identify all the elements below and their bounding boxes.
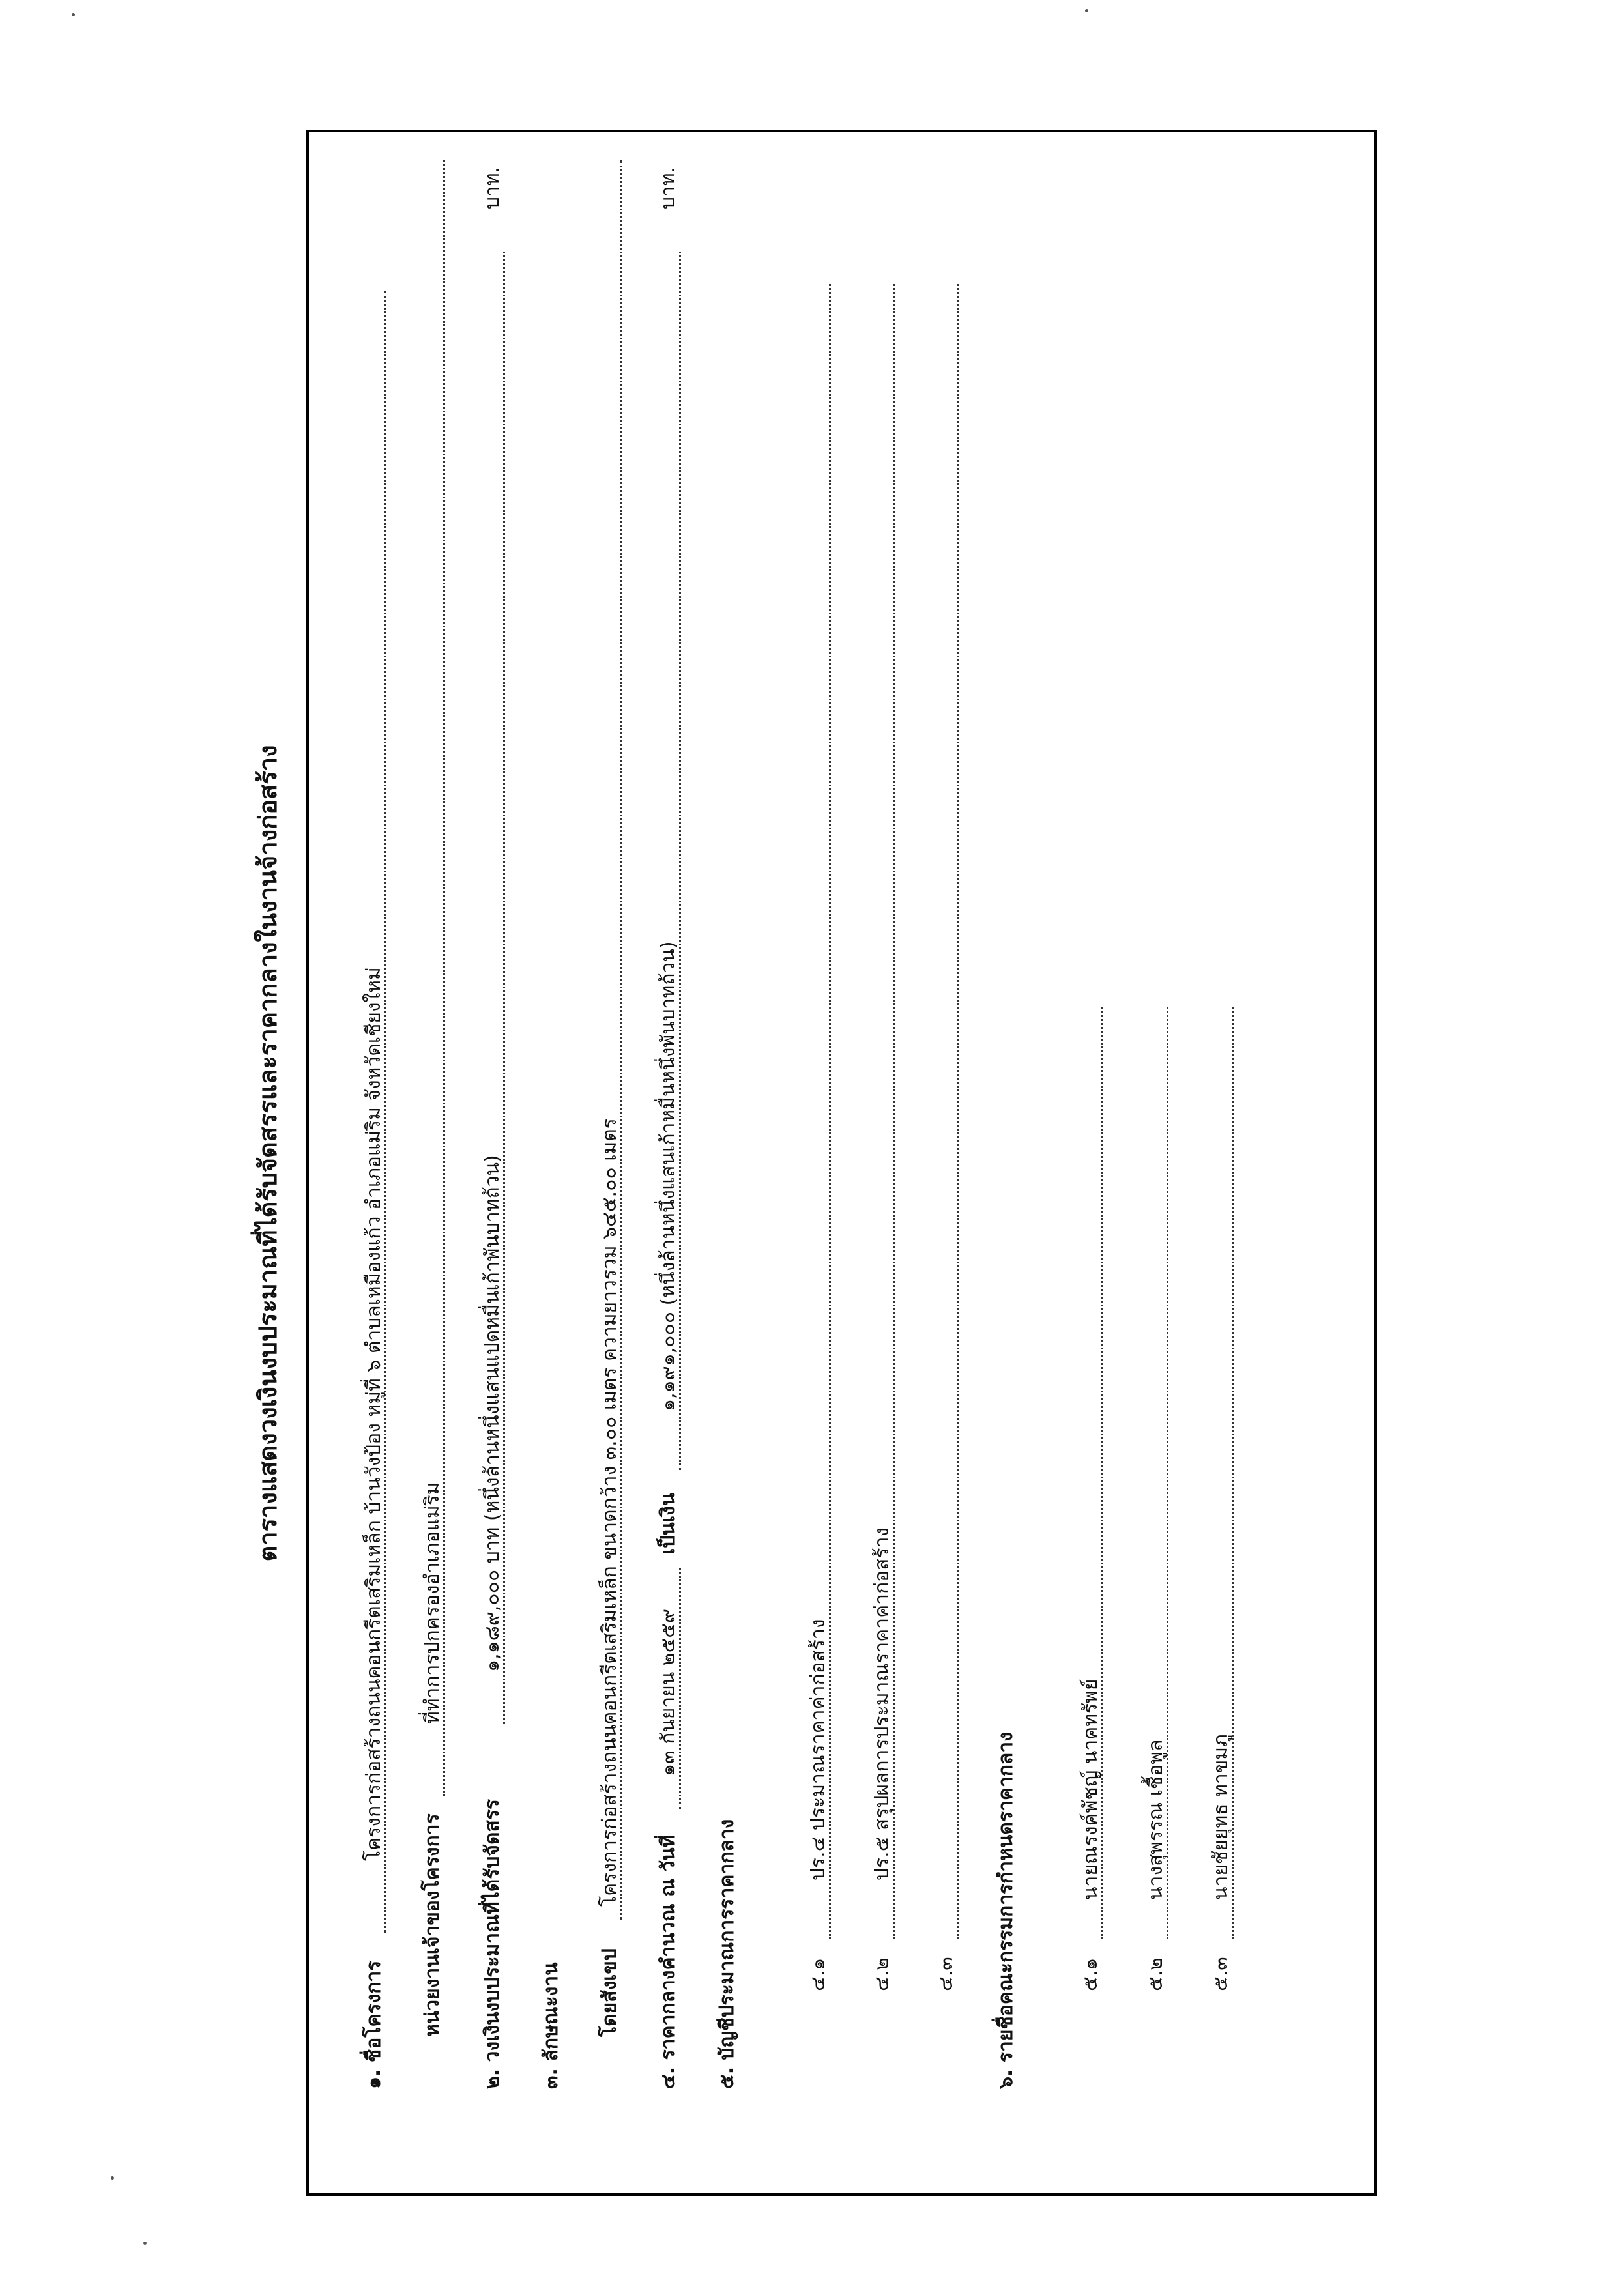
median-date: ๑๓ กันยายน ๒๕๕๙ bbox=[657, 1609, 680, 1776]
median-label: ๔. ราคากลางคำนวณ ณ วันที่ bbox=[657, 1834, 680, 2089]
bom-item-2-value: ปร.๕ สรุปผลการประมาณราคาค่าก่อสร้าง bbox=[871, 1527, 893, 1881]
committee-member-3-name: นายชัยยุทธ ทาขมภู bbox=[1210, 1734, 1232, 1900]
median-unit: บาท. bbox=[657, 166, 680, 209]
document-title: ตารางแสดงวงเงินงบประมาณที่ได้รับจัดสรรและราคากลางในงานจ้างก่อสร้าง bbox=[254, 745, 282, 1562]
scan-speck bbox=[143, 2242, 147, 2245]
form-frame bbox=[306, 130, 1377, 2196]
nature-label: ๓. ลักษณะงาน bbox=[540, 1962, 562, 2089]
scan-speck bbox=[72, 13, 75, 16]
bom-item-3-num: ๔.๓ bbox=[935, 1957, 957, 1991]
median-amount-value: ๑,๑๙๑,๐๐๐ (หนึ่งล้านหนึ่งแสนเก้าหมื่นหนึ่งพันบาทถ้วน) bbox=[657, 941, 680, 1411]
median-amount-label: เป็นเงิน bbox=[657, 1492, 680, 1555]
owner-value: ที่ทำการปกครองอำเภอแม่ริม bbox=[421, 1482, 444, 1724]
project-name-label: ๑. ชื่อโครงการ bbox=[362, 1960, 385, 2089]
committee-label: ๖. รายชื่อคณะกรรมการกำหนดราคากลาง bbox=[994, 1732, 1017, 2089]
bom-item-3-line bbox=[957, 284, 959, 1939]
owner-label: หน่วยงานเจ้าของโครงการ bbox=[421, 1813, 444, 2037]
summary-value: โครงการก่อสร้างถนนคอนกรีตเสริมเหล็ก ขนาดกว้าง ๓.๐๐ เมตร ความยาวรวม ๖๔๕.๐๐ เมตร bbox=[598, 1118, 621, 1907]
scan-speck bbox=[111, 2176, 114, 2180]
bom-item-2-num: ๔.๒ bbox=[871, 1957, 893, 1991]
budget-value: ๑,๑๘๙,๐๐๐ บาท (หนึ่งล้านหนึ่งแสนแปดหมื่นเก้าพันบาทถ้วน) bbox=[481, 1155, 504, 1672]
committee-member-1-name: นายณรงค์พัชญ์ นาคทรัพย์ bbox=[1079, 1679, 1102, 1900]
bom-label: ๕. บัญชีประมาณการราคากลาง bbox=[716, 1819, 738, 2089]
rotated-document bbox=[248, 111, 1421, 2196]
bom-item-1-value: ปร.๔ ประมาณราคาค่าก่อสร้าง bbox=[807, 1619, 830, 1881]
budget-unit: บาท. bbox=[481, 166, 504, 209]
committee-member-1-num: ๕.๑ bbox=[1079, 1957, 1102, 1991]
project-name-value: โครงการก่อสร้างถนนคอนกรีตเสริมเหล็ก บ้านวังป้อง หมู่ที่ ๖ ตำบลเหมืองแก้ว อำเภอแม่ริม จังหวัดเชียงใหม่ bbox=[362, 967, 385, 1861]
scan-speck bbox=[1085, 9, 1088, 12]
committee-member-3-num: ๕.๓ bbox=[1210, 1957, 1232, 1991]
committee-member-2-num: ๕.๒ bbox=[1144, 1957, 1167, 1991]
bom-item-1-num: ๔.๑ bbox=[807, 1957, 830, 1991]
summary-label: โดยสังเขป bbox=[598, 1948, 621, 2037]
budget-label: ๒. วงเงินงบประมาณที่ได้รับจัดสรร bbox=[481, 1798, 504, 2089]
committee-member-2-name: นางสุพรรณ เชื้อพูล bbox=[1144, 1739, 1167, 1900]
